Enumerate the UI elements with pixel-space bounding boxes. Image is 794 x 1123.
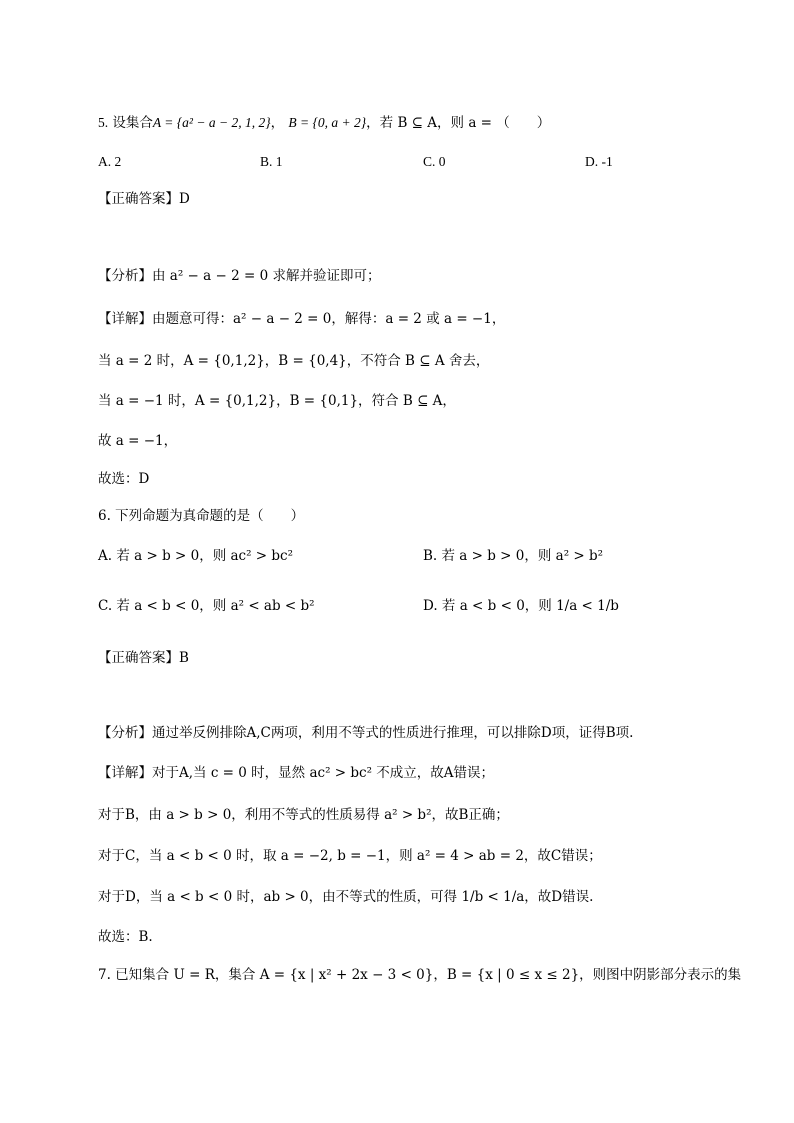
- q5-option-d: D. -1: [585, 154, 613, 169]
- q5-condition: 若 B ⊆ A，则 a = （ ）: [379, 115, 551, 131]
- q5-detail-3: 当 a = −1 时，A = {0,1,2}，B = {0,1}，符合 B ⊆ A，: [98, 393, 456, 409]
- q5-stem: 5. 设集合A = {a² − a − 2, 1, 2}， B = {0, a + 2}，若 B ⊆ A，则 a = （ ）: [98, 115, 551, 131]
- q6-detail-4: 对于D，当 a < b < 0 时，ab > 0，由不等式的性质，可得 1/b < 1/a，故D错误.: [98, 889, 594, 905]
- q5-set-a: A = {a² − a − 2, 1, 2}: [152, 115, 271, 130]
- q5-set-b: B = {0, a + 2}: [288, 115, 367, 130]
- q6-detail-1: 【详解】对于A,当 c = 0 时，显然 ac² > bc² 不成立，故A错误；: [98, 765, 495, 781]
- q6-choose: 故选：B.: [98, 929, 153, 945]
- q5-option-c: C. 0: [423, 154, 446, 169]
- q5-answer: 【正确答案】D: [98, 191, 190, 207]
- q6-option-d: D. 若 a < b < 0，则 1/a < 1/b: [423, 598, 619, 614]
- q6-option-c: C. 若 a < b < 0，则 a² < ab < b²: [98, 598, 315, 614]
- q5-option-b: B. 1: [260, 154, 283, 169]
- q6-stem: 6. 下列命题为真命题的是（ ）: [98, 508, 305, 524]
- q6-analysis: 【分析】通过举反例排除A,C两项，利用不等式的性质进行推理，可以排除D项，证得B项.: [98, 725, 634, 741]
- q5-detail-1: 【详解】由题意可得：a² − a − 2 = 0，解得：a = 2 或 a = −1，: [98, 311, 506, 327]
- q6-detail-2: 对于B，由 a > b > 0，利用不等式的性质易得 a² > b²，故B正确；: [98, 807, 509, 823]
- q5-choose: 故选：D: [98, 471, 150, 487]
- q5-number: 5.: [98, 115, 109, 130]
- q5-option-a: A. 2: [98, 154, 122, 169]
- q5-detail-2: 当 a = 2 时，A = {0,1,2}，B = {0,4}，不符合 B ⊆ A 舍去，: [98, 353, 490, 369]
- q5-detail-4: 故 a = −1，: [98, 433, 178, 449]
- q7-stem: 7. 已知集合 U = R，集合 A = {x | x² + 2x − 3 < 0}，B = {x | 0 ≤ x ≤ 2}，则图中阴影部分表示的集: [98, 967, 742, 983]
- q6-option-a: A. 若 a > b > 0，则 ac² > bc²: [98, 548, 294, 564]
- q6-detail-3: 对于C，当 a < b < 0 时，取 a = −2, b = −1，则 a² = 4 > ab = 2，故C错误；: [98, 848, 602, 864]
- q6-option-b: B. 若 a > b > 0，则 a² > b²: [423, 548, 604, 564]
- q5-stem-prefix: 设集合: [112, 115, 153, 131]
- q6-answer: 【正确答案】B: [98, 650, 189, 666]
- q5-analysis: 【分析】由 a² − a − 2 = 0 求解并验证即可；: [98, 268, 381, 284]
